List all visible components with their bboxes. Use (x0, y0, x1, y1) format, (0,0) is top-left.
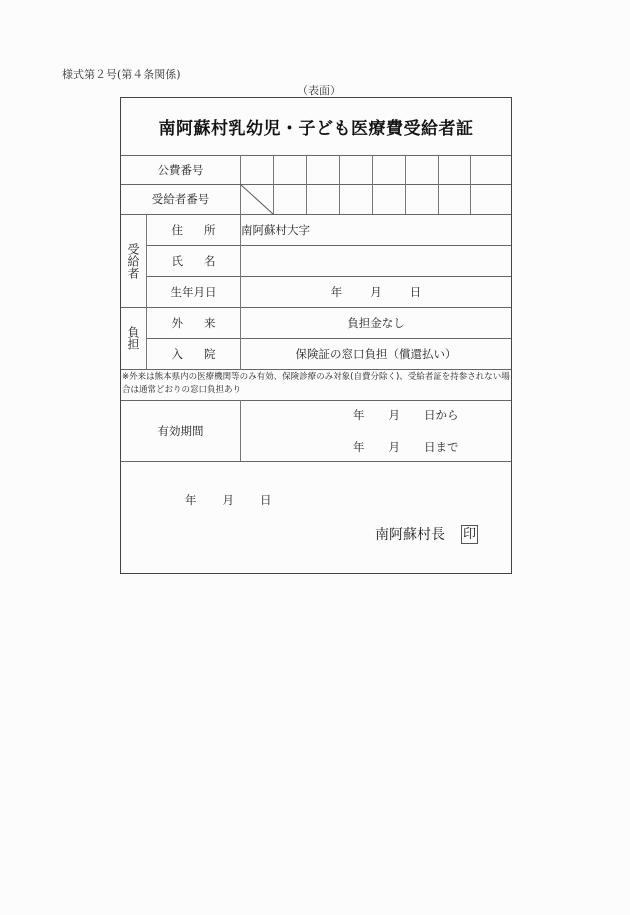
birth-day: 日 (409, 284, 422, 299)
issue-day: 日 (260, 493, 272, 507)
divider (339, 155, 340, 214)
from-day: 日から (424, 408, 459, 422)
inpatient-value: 保険証の窓口負担（償還払い） (295, 346, 457, 361)
address-label-a: 住 (171, 222, 183, 237)
outpatient-label-a: 外 (171, 315, 183, 330)
name-label-b: 名 (204, 253, 216, 268)
birth-month: 月 (370, 284, 382, 299)
name-value (241, 245, 511, 276)
inpatient-label (147, 338, 240, 369)
name-label (147, 245, 240, 276)
card-title: 南阿蘇村乳幼児・子ども医療費受給者証 (158, 119, 474, 139)
birthdate-label: 生年月日 (170, 284, 217, 299)
recipient-number-label: 受給者番号 (151, 192, 210, 206)
seal-mark: 印 (463, 526, 477, 542)
outpatient-label (147, 307, 240, 338)
burden-group-label: 負担 (126, 326, 140, 350)
to-year: 年 (353, 440, 365, 454)
usage-note: ※外来は熊本県内の医療機関等のみ有効、保険診療のみ対象(自費分除く)、受給者証を持参されない場合は通常どおりの窓口負担あり (122, 372, 510, 395)
name-label-a: 氏 (171, 253, 183, 268)
issuer-block (375, 524, 478, 544)
issue-month: 月 (222, 493, 234, 507)
issue-date (185, 492, 272, 508)
inpatient-label-b: 院 (204, 346, 216, 361)
burden-group (121, 307, 146, 369)
address-label (147, 214, 240, 245)
inpatient-label-a: 入 (171, 346, 183, 361)
address-value: 南阿蘇村大字 (241, 222, 310, 237)
to-month: 月 (388, 440, 400, 454)
birth-year: 年 (330, 284, 343, 299)
divider (240, 400, 241, 461)
issuer-name: 南阿蘇村長 (375, 527, 445, 543)
medical-recipient-card (120, 97, 512, 574)
public-number-label: 公費番号 (157, 162, 204, 177)
divider (405, 155, 406, 214)
birthdate-value (241, 276, 511, 307)
from-month: 月 (388, 408, 400, 422)
slash-mark (240, 184, 274, 215)
divider (470, 155, 471, 214)
outpatient-label-b: 来 (204, 315, 216, 330)
to-day: 日まで (424, 440, 459, 454)
divider (121, 369, 511, 370)
validity-to (353, 439, 459, 455)
outpatient-value: 負担金なし (347, 315, 405, 330)
from-year: 年 (353, 408, 365, 422)
front-side-label: （表面） (297, 84, 341, 97)
divider (372, 155, 373, 214)
address-label-b: 所 (204, 222, 216, 237)
issue-year: 年 (185, 493, 197, 507)
recipient-group (121, 214, 146, 307)
divider (306, 155, 307, 214)
validity-label: 有効期間 (157, 423, 204, 438)
validity-from (353, 407, 459, 423)
divider (438, 155, 439, 214)
recipient-group-label: 受給者 (126, 242, 140, 279)
divider (121, 461, 511, 462)
form-number-label: 様式第２号(第４条関係) (62, 68, 181, 81)
